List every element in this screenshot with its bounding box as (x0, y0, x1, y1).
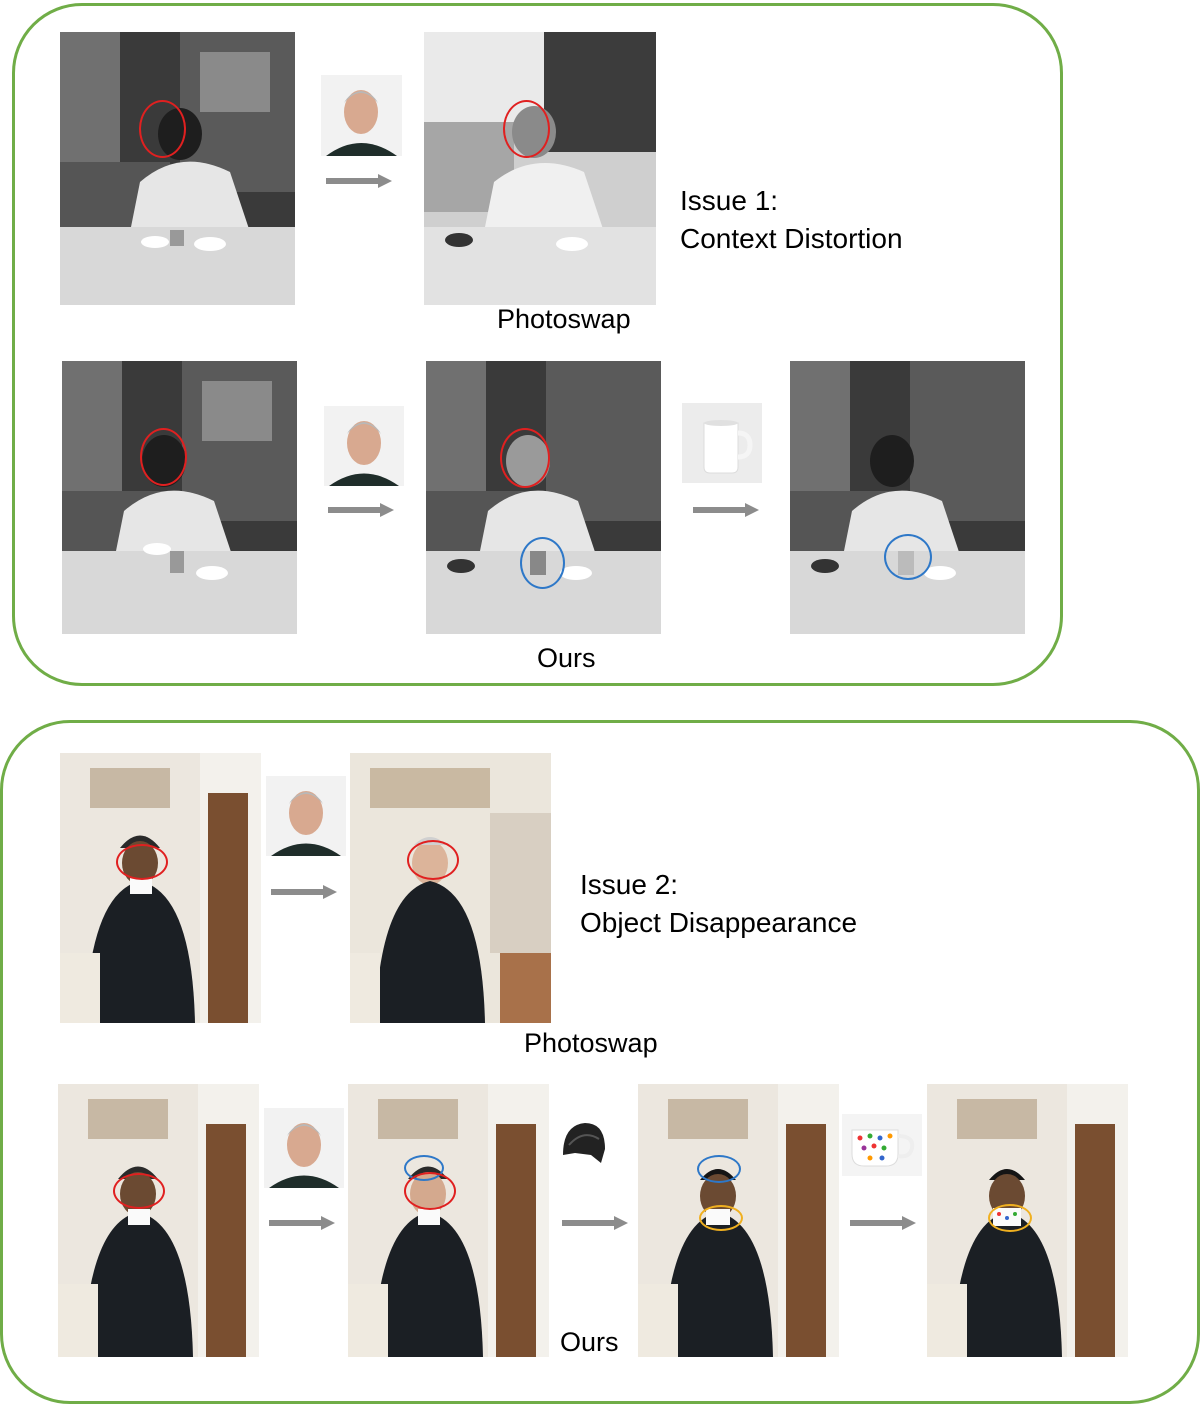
transform-arrow (328, 503, 394, 517)
hat-man-source-image (60, 753, 261, 1023)
reference-hat-image (555, 1115, 611, 1171)
issue1-number: Issue 1: (680, 185, 779, 216)
ours-face-swap-image (426, 361, 661, 634)
face-highlight-ring (500, 428, 550, 488)
transform-arrow (850, 1216, 916, 1230)
cafe-source-image (62, 361, 297, 634)
reference-face-image (264, 1108, 344, 1188)
transform-arrow (271, 885, 337, 899)
face-highlight-ring (116, 844, 168, 880)
ours-label: Ours (537, 643, 596, 673)
reference-face-image (324, 406, 404, 486)
photoswap-result-image (350, 753, 551, 1023)
transform-arrow (693, 503, 759, 517)
reference-cup-image (842, 1114, 922, 1176)
cafe-source-image (60, 32, 295, 305)
issue2-title (580, 866, 857, 942)
issue1-title (680, 182, 903, 258)
reference-face-image (321, 75, 402, 156)
hat-man-source-image (58, 1084, 259, 1357)
cup-highlight-ring (884, 534, 932, 580)
issue2-description: Object Disappearance (580, 907, 858, 938)
face-highlight-ring (503, 100, 550, 158)
ours-label: Ours (560, 1327, 619, 1357)
face-highlight-ring (407, 840, 459, 880)
face-highlight-ring (139, 100, 186, 158)
reference-face-image (266, 776, 346, 856)
issue2-number: Issue 2: (580, 869, 679, 900)
issue1-description: Context Distortion (680, 223, 903, 254)
photoswap-label: Photoswap (497, 304, 631, 334)
cup-highlight-ring (988, 1204, 1032, 1232)
face-highlight-ring (113, 1173, 165, 1209)
hat-highlight-ring (697, 1155, 741, 1183)
photoswap-label: Photoswap (524, 1028, 658, 1058)
transform-arrow (326, 174, 392, 188)
ours-face-swap-image (348, 1084, 549, 1357)
transform-arrow (269, 1216, 335, 1230)
face-highlight-ring (140, 428, 187, 486)
face-highlight-ring (404, 1172, 456, 1210)
cup-highlight-ring (699, 1205, 743, 1231)
ours-object-swap-image (790, 361, 1025, 634)
transform-arrow (562, 1216, 628, 1230)
reference-mug-image (682, 403, 762, 483)
photoswap-result-image (424, 32, 656, 305)
cup-highlight-ring (520, 537, 565, 589)
